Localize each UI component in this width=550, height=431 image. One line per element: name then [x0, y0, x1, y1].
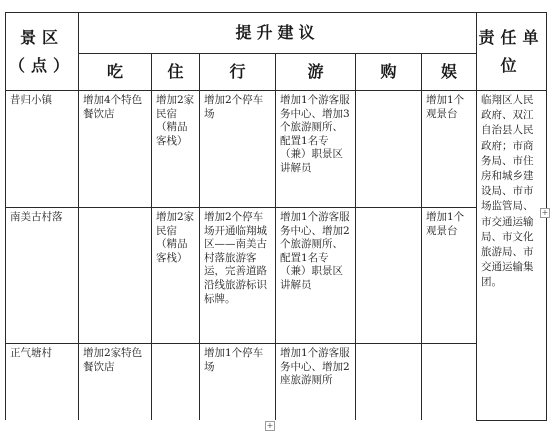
- header-eat: 吃: [79, 54, 152, 91]
- table-row: [6, 344, 547, 421]
- cell-travel: 增加2个停车场: [200, 91, 276, 208]
- header-scenic-area: 景区（点）: [6, 13, 79, 91]
- cell-stay: [152, 344, 200, 421]
- header-shop: 购: [356, 54, 422, 91]
- header-suggestions: 提升建议: [79, 13, 477, 54]
- header-responsible: 责任单位: [477, 13, 547, 91]
- header-row-1: [6, 13, 547, 54]
- cell-entertain: 增加1个观景台: [422, 91, 477, 208]
- cell-stay: 增加2家民宿（精品客栈）: [152, 208, 200, 344]
- cell-travel: 增加2个停车场开通临翔城区——南美古村落旅游客运，完善道路沿线旅游标识标牌。: [200, 208, 276, 344]
- cell-stay: 增加2家民宿（精品客栈）: [152, 91, 200, 208]
- header-row-2: [6, 54, 547, 91]
- header-entertain: 娱: [422, 54, 477, 91]
- cell-shop: [356, 344, 422, 421]
- header-stay: 住: [152, 54, 200, 91]
- table-row: [6, 208, 547, 344]
- cell-tour: 增加1个游客服务中心、增加2座旅游厕所: [276, 344, 356, 421]
- cell-tour: 增加1个游客服务中心、增加2个旅游厕所、配置1名专（兼）职景区讲解员: [276, 208, 356, 344]
- cell-entertain: [422, 344, 477, 421]
- cell-travel: 增加1个停车场: [200, 344, 276, 421]
- cell-eat: [79, 208, 152, 344]
- cell-shop: [356, 208, 422, 344]
- header-tour: 游: [276, 54, 356, 91]
- cell-responsible-units: 临翔区人民政府、双江自治县人民政府；市商务局、市住房和城乡建设局、市市场监管局、市交通运输局、市文化旅游局、市交通运输集团。: [477, 91, 547, 421]
- table-resize-handle-bottom[interactable]: +: [266, 421, 274, 430]
- cell-tour: 增加1个游客服务中心、增加3个旅游厕所、配置1名专（兼）职景区讲解员: [276, 91, 356, 208]
- cell-scenic-name: 昔归小镇: [6, 91, 79, 208]
- cell-entertain: 增加1个观景台: [422, 208, 477, 344]
- cell-scenic-name: 正气塘村: [6, 344, 79, 421]
- cell-scenic-name: 南美古村落: [6, 208, 79, 344]
- table-row: [6, 91, 547, 208]
- cell-eat: 增加4个特色餐饮店: [79, 91, 152, 208]
- table-resize-handle-right[interactable]: +: [541, 208, 549, 217]
- suggestion-table: [5, 12, 547, 421]
- cell-shop: [356, 91, 422, 208]
- cell-eat: 增加2家特色餐饮店: [79, 344, 152, 421]
- header-travel: 行: [200, 54, 276, 91]
